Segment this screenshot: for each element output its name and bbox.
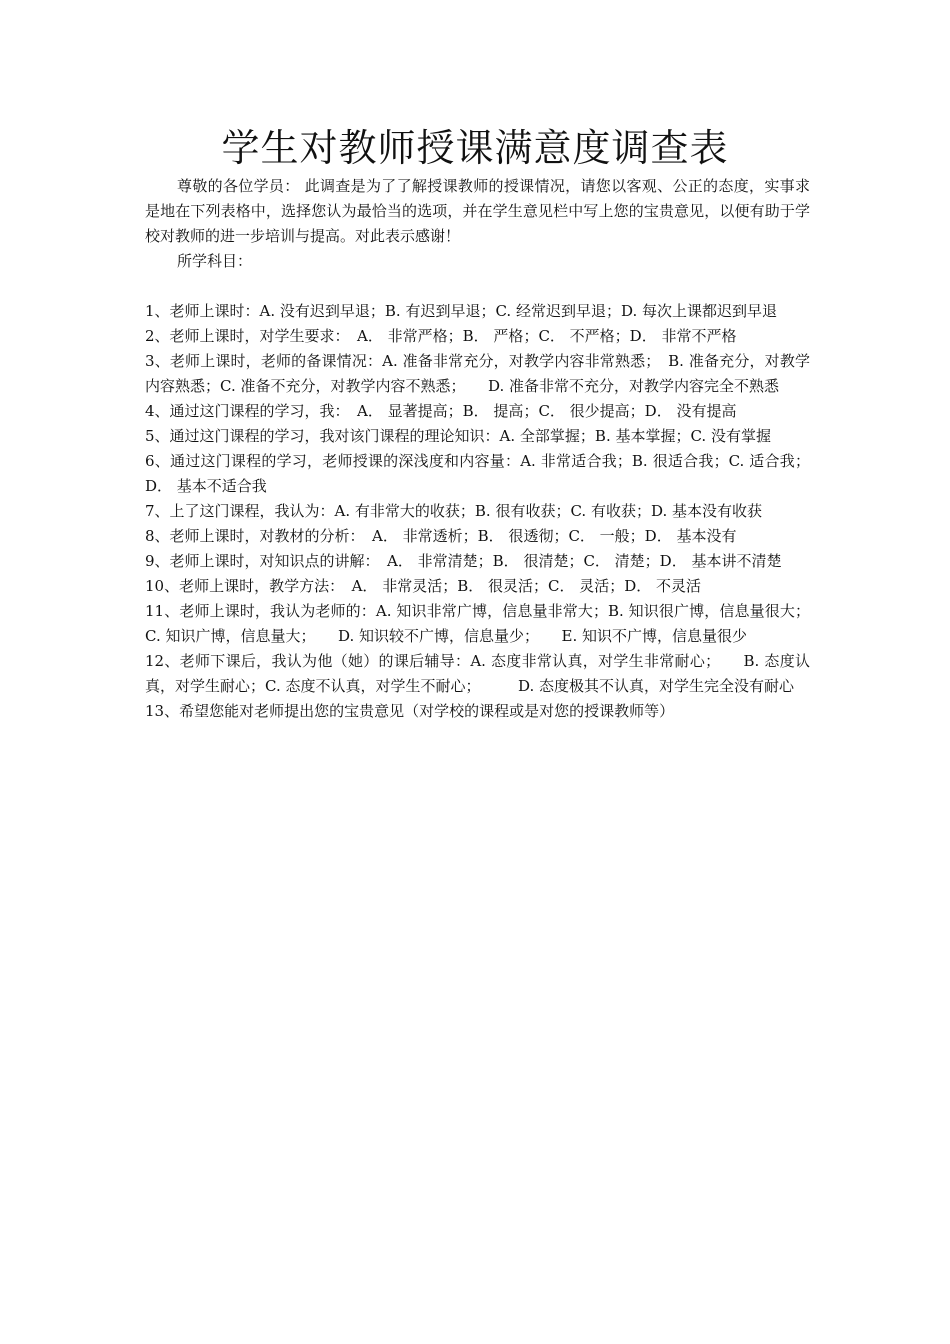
- question-5: 5、通过这门课程的学习，我对该门课程的理论知识：A. 全部掌握；B. 基本掌握；C. 没有掌握: [145, 427, 771, 445]
- question-7: 7、上了这门课程，我认为：A. 有非常大的收获；B. 很有收获；C. 有收获；D. 基本没有收获: [145, 502, 762, 520]
- question-10: 10、老师上课时，教学方法： A． 非常灵活；B． 很灵活；C． 灵活；D． 不灵活: [145, 577, 702, 595]
- page-title: 学生对教师授课满意度调查表: [221, 126, 729, 170]
- question-13: 13、希望您能对老师提出您的宝贵意见（对学校的课程或是对您的授课教师等）: [145, 702, 675, 720]
- subject-label: 所学科目：: [177, 252, 253, 270]
- question-12: 12、老师下课后，我认为他（她）的课后辅导：A. 态度非常认真，对学生非常耐心； B. 态度认真，对学生耐心；C. 态度不认真，对学生不耐心； D. 态度极其不认真，对学生完全没有耐心: [145, 652, 810, 695]
- question-6: 6、通过这门课程的学习，老师授课的深浅度和内容量：A. 非常适合我；B. 很适合我；C. 适合我；D． 基本不适合我: [145, 452, 810, 495]
- question-1: 1、老师上课时：A. 没有迟到早退；B. 有迟到早退；C. 经常迟到早退；D. 每次上课都迟到早退: [145, 302, 777, 320]
- question-9: 9、老师上课时，对知识点的讲解： A． 非常清楚；B． 很清楚；C． 清楚；D． 基本讲不清楚: [145, 552, 782, 570]
- survey-content: [145, 174, 810, 724]
- question-2: 2、老师上课时，对学生要求： A． 非常严格；B． 严格；C． 不严格；D． 非常不严格: [145, 327, 737, 345]
- question-8: 8、老师上课时，对教材的分析： A． 非常透析；B． 很透彻；C． 一般；D． 基本没有: [145, 527, 737, 545]
- blank-line: [145, 274, 810, 299]
- question-11: 11、老师上课时，我认为老师的：A. 知识非常广博，信息量非常大；B. 知识很广博，信息量很大；C. 知识广博，信息量大； D. 知识较不广博，信息量少； E. 知识不广博，信息量很少: [145, 602, 810, 645]
- question-4: 4、通过这门课程的学习，我： A． 显著提高；B． 提高；C． 很少提高；D． 没有提高: [145, 402, 737, 420]
- intro-paragraph: 尊敬的各位学员： 此调查是为了了解授课教师的授课情况，请您以客观、公正的态度，实事求是地在下列表格中，选择您认为最恰当的选项，并在学生意见栏中写上您的宝贵意见，以便有助于学校对教师的进一步培训与提高。对此表示感谢！: [145, 177, 810, 245]
- question-3: 3、老师上课时，老师的备课情况：A. 准备非常充分，对教学内容非常熟悉； B. 准备充分，对教学内容熟悉；C. 准备不充分，对教学内容不熟悉； D. 准备非常不充分，对教学内容完全不熟悉: [145, 352, 810, 395]
